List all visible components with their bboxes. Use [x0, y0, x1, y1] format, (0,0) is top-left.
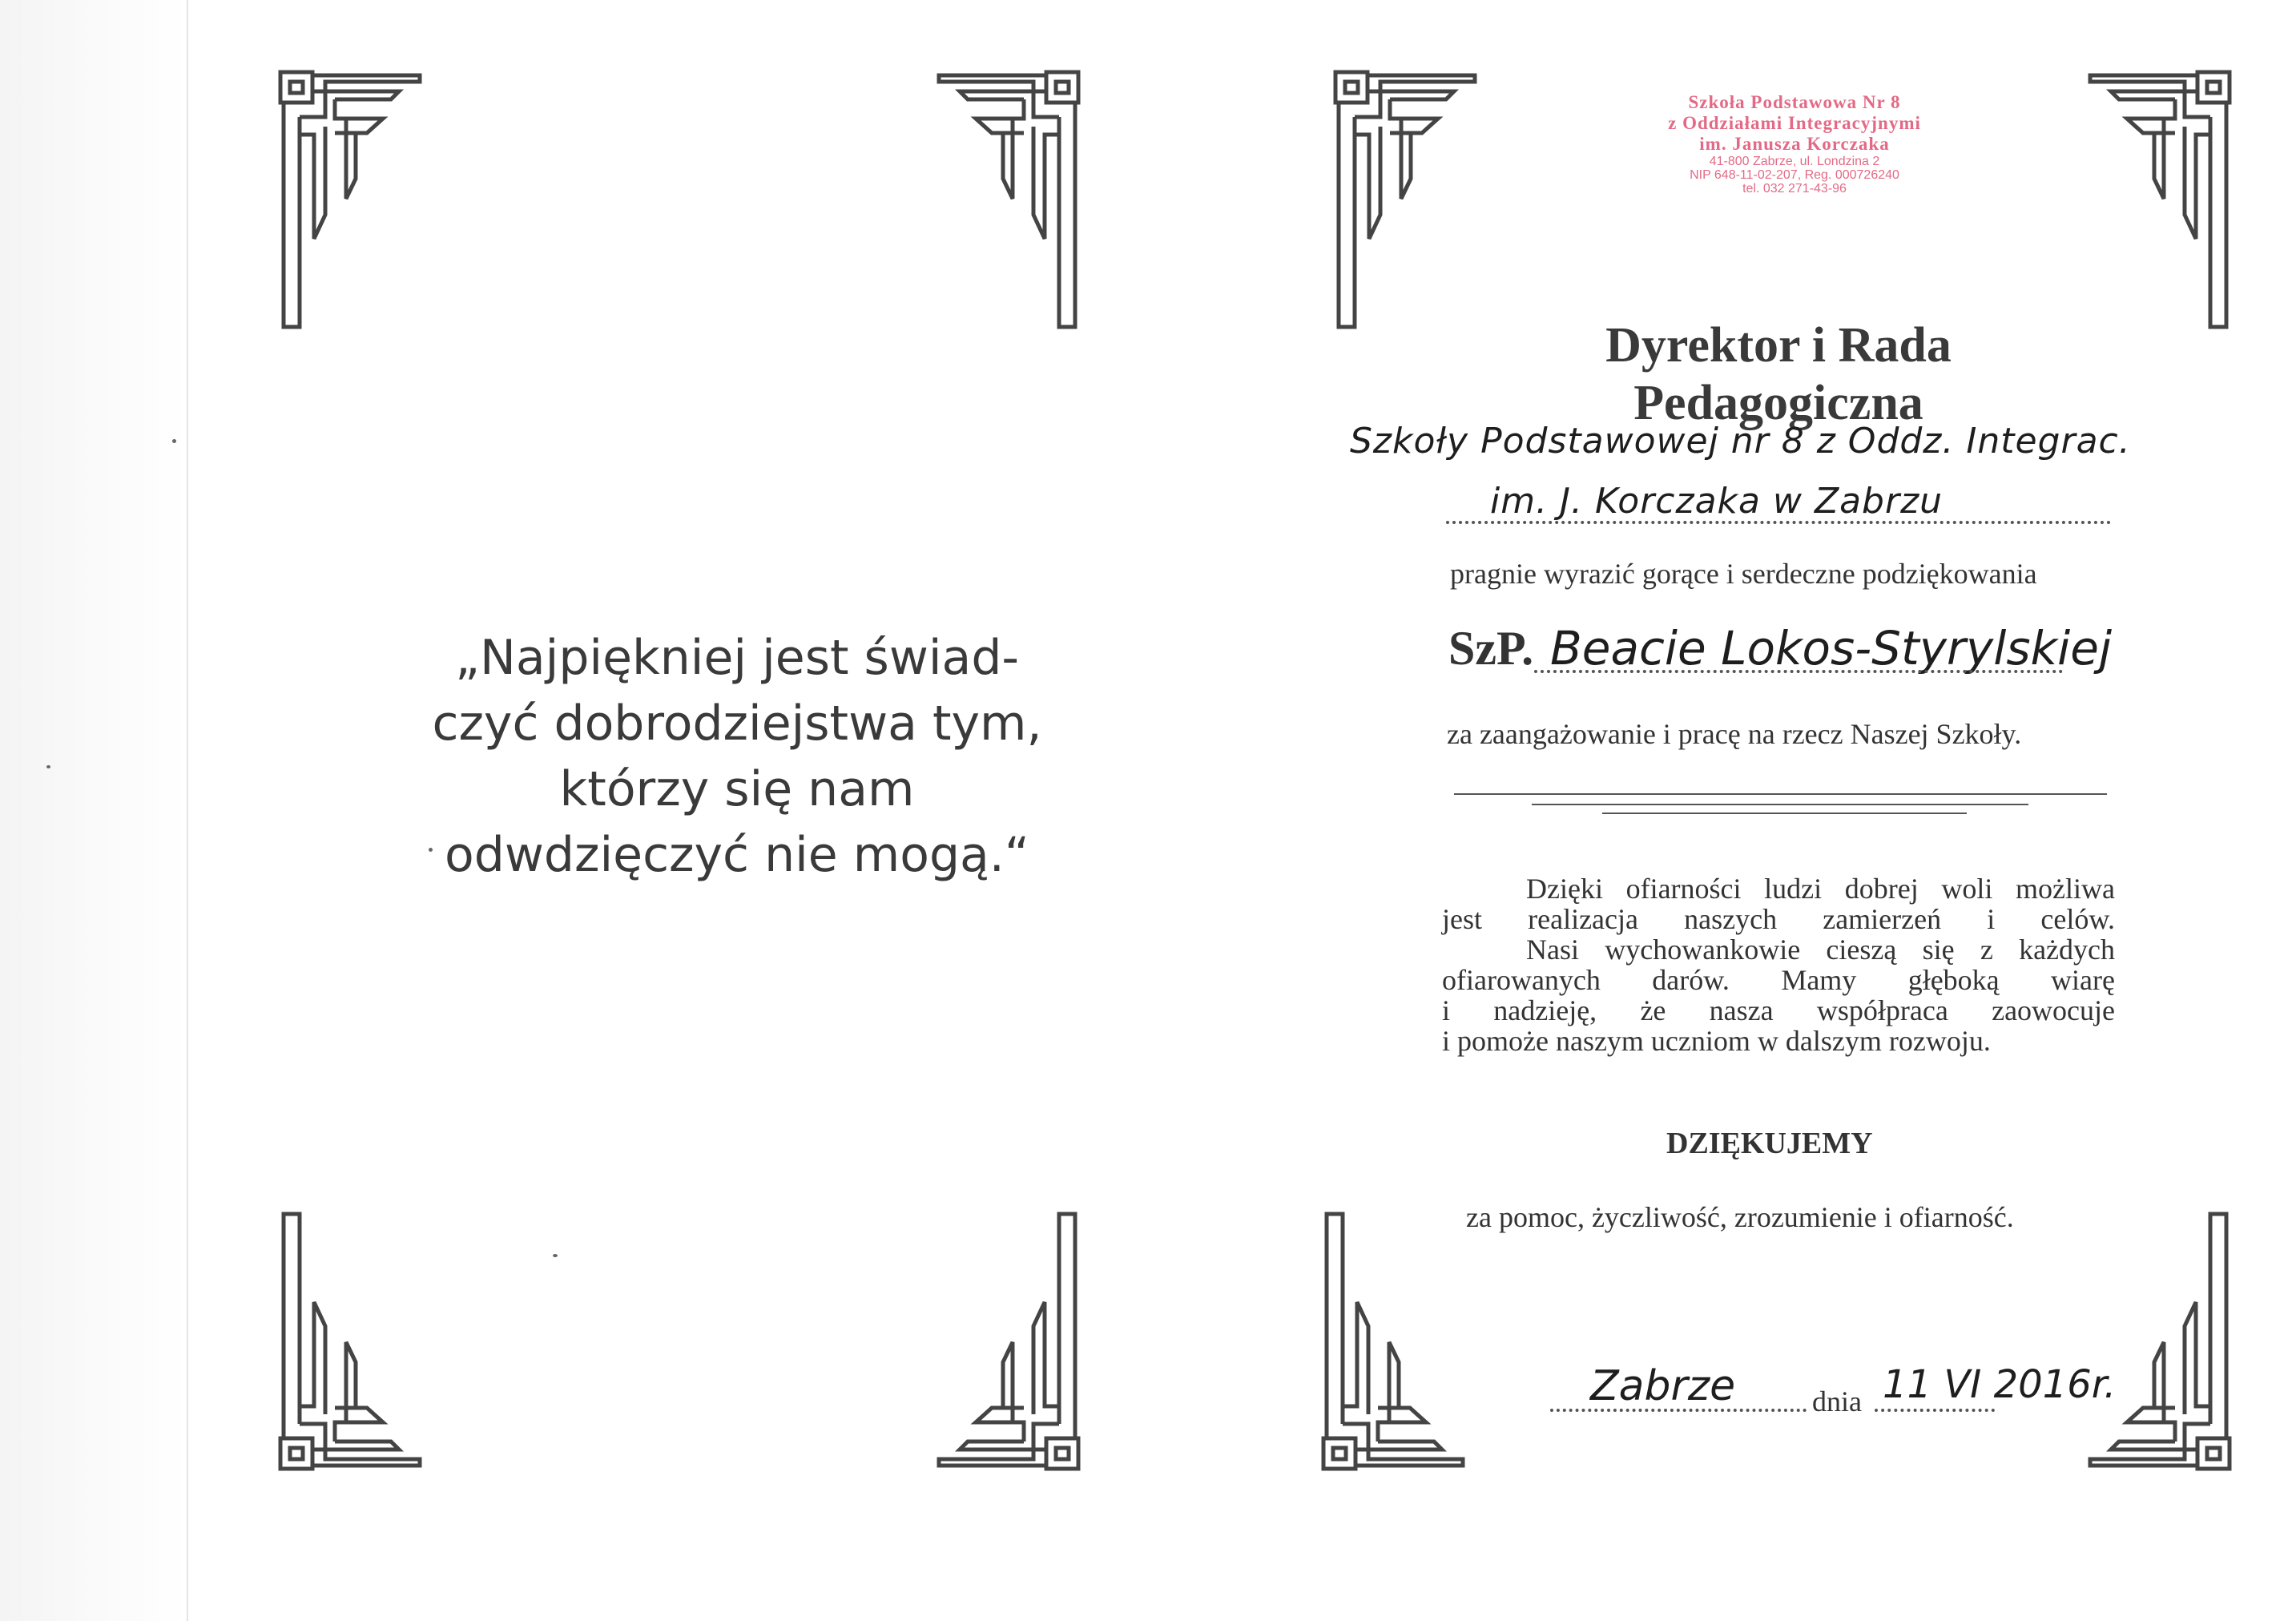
recipient-name-handwritten: Beacie Lokos-Styrylskiej — [1550, 621, 2113, 675]
corner-ornament-top-right — [936, 71, 1080, 359]
ornament-icon — [2087, 1182, 2231, 1470]
heading-line-2: Pedagogiczna — [1633, 376, 1923, 430]
stamp-line-4: 41-800 Zabrze, ul. Londzina 2 — [1709, 155, 1880, 168]
place-handwritten: Zabrze — [1590, 1362, 1736, 1410]
dotted-line — [1446, 521, 2111, 524]
corner-ornament-top-left — [279, 71, 423, 359]
paper-fold-shadow — [0, 0, 188, 1621]
paper-fold-line — [187, 0, 188, 1621]
body-line: Nasi wychowankowie cieszą się z każdych — [1526, 933, 2115, 966]
ornament-icon — [1334, 71, 1478, 359]
body-line: ofiarowanych darów. Mamy głęboką wiarę — [1442, 964, 2115, 996]
ornament-icon — [2087, 71, 2231, 359]
dziekujemy-subtitle: za pomoc, życzliwość, zrozumienie i ofiarność. — [1466, 1201, 2014, 1233]
body-line: jest realizacja naszych zamierzeń i celów. — [1442, 903, 2115, 935]
stamp-line-1: Szkoła Podstawowa Nr 8 — [1688, 92, 1901, 112]
corner-ornament-bottom-left-2 — [1322, 1182, 1466, 1470]
scan-speck — [172, 439, 176, 443]
quote-line: którzy się nam — [559, 761, 915, 817]
thanks-intro: pragnie wyrazić gorące i serdeczne podziękowania — [1450, 558, 2037, 590]
corner-ornament-top-left-2 — [1334, 71, 1478, 359]
ornament-icon — [936, 71, 1080, 359]
divider — [1454, 793, 2107, 795]
engagement-text: za zaangażowanie i pracę na rzecz Naszej Szkoły. — [1447, 718, 2022, 750]
school-stamp — [1618, 92, 1971, 196]
corner-ornament-bottom-left — [279, 1182, 423, 1470]
heading-line-1: Dyrektor i Rada — [1605, 318, 1952, 373]
dotted-line — [1875, 1409, 1995, 1412]
dotted-line — [1550, 1409, 1807, 1412]
quote-line: odwdzięczyć nie mogą.“ — [445, 827, 1029, 883]
school-name-handwritten-1: Szkoły Podstawowej nr 8 z Oddz. Integrac. — [1350, 421, 2131, 462]
body-line: i nadzieję, że nasza współpraca zaowocuje — [1442, 994, 2115, 1026]
recipient-prefix: SzP. — [1448, 622, 1534, 675]
body-line: i pomoże naszym uczniom w dalszym rozwoju. — [1442, 1025, 1991, 1057]
divider — [1532, 804, 2028, 805]
dnia-label: dnia — [1812, 1385, 1862, 1417]
dotted-line — [1534, 670, 2063, 673]
scan-speck — [553, 1254, 558, 1257]
quote-line: „Najpiękniej jest świad- — [454, 630, 1020, 686]
body-paragraph — [1442, 873, 2115, 1056]
heading — [1434, 317, 2123, 432]
stamp-line-5: NIP 648-11-02-207, Reg. 000726240 — [1690, 168, 1899, 182]
divider — [1602, 813, 1967, 814]
stamp-line-2: z Oddziałami Integracyjnymi — [1668, 113, 1921, 133]
ornament-icon — [936, 1182, 1080, 1470]
ornament-icon — [1322, 1182, 1466, 1470]
corner-ornament-bottom-right-2 — [2087, 1182, 2231, 1470]
quote-block — [377, 625, 1098, 888]
scan-speck — [46, 765, 50, 768]
stamp-line-3: im. Janusza Korczaka — [1699, 134, 1890, 154]
body-line: Dzięki ofiarności ludzi dobrej woli możliwa — [1526, 873, 2115, 905]
ornament-icon — [279, 1182, 423, 1470]
dziekujemy-heading: DZIĘKUJEMY — [1666, 1127, 1873, 1160]
quote-line: czyć dobrodziejstwa tym, — [432, 696, 1042, 752]
corner-ornament-bottom-right — [936, 1182, 1080, 1470]
date-handwritten: 11 VI 2016r. — [1883, 1362, 2117, 1407]
stamp-line-6: tel. 032 271-43-96 — [1742, 182, 1847, 196]
corner-ornament-top-right-2 — [2087, 71, 2231, 359]
school-name-handwritten-2: im. J. Korczaka w Zabrzu — [1490, 481, 1944, 522]
ornament-icon — [279, 71, 423, 359]
